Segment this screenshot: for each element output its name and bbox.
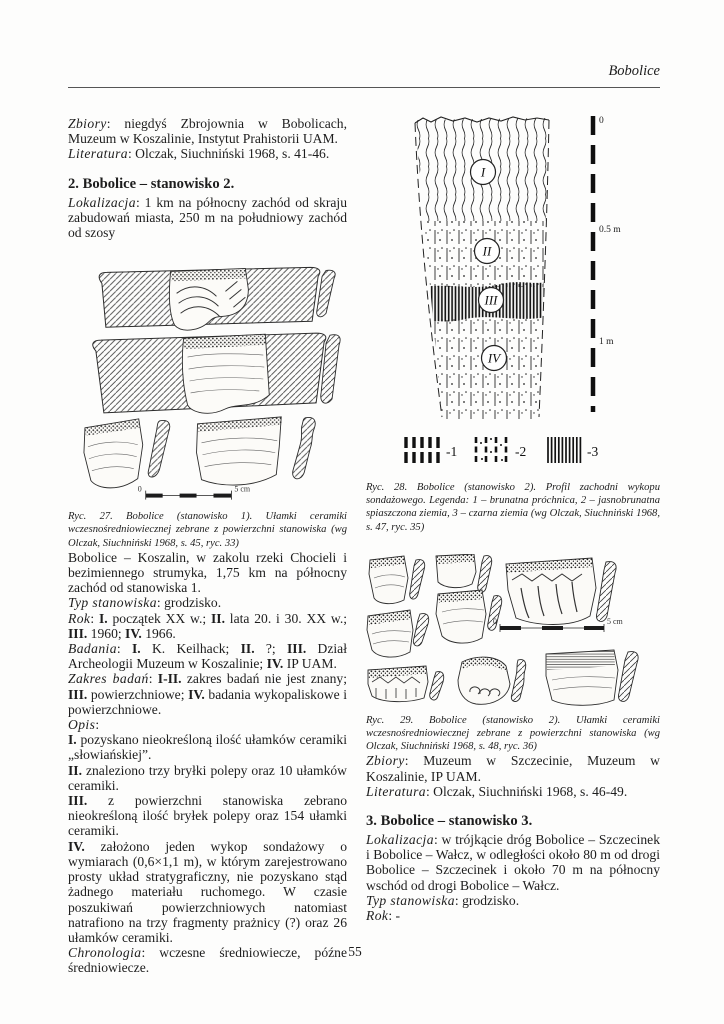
fig29-pottery-drawing	[366, 554, 660, 706]
fig27-scale-bar	[138, 485, 251, 500]
fig28-legend	[406, 437, 598, 463]
running-header: Bobolice	[608, 63, 660, 79]
collections-paragraph: Zbiory: niegdyś Zbrojownia w Bobolicach, Muzeum w Koszalinie, Instytut Prahistorii UAM.	[68, 116, 347, 147]
legend-swatch-2	[476, 437, 506, 463]
fig29-scale-zero: 0	[493, 616, 497, 626]
site2-research: Badania: I. K. Keilhack; II. ?; III. Dział Archeologii Muzeum w Koszalinie; IV. IP UAM.	[68, 641, 347, 672]
section-heading-site3: 3. Bobolice – stanowisko 3.	[366, 813, 533, 830]
literature-paragraph-site2: Literatura: Olczak, Siuchniński 1968, s. 46-49.	[366, 783, 628, 799]
fig29-caption: Ryc. 29. Bobolice (stanowisko 2). Ułamki ceramiki wczesnośredniowiecznej zebrane z powierzchni stanowiska (wg Olczak, Siuchniński 1968, s. 48, ryc. 36)	[366, 714, 660, 753]
header-rule	[68, 87, 660, 88]
sherd-group-row3	[368, 650, 638, 705]
scale-tick-0: 0	[599, 116, 604, 126]
layer-label-IV: IV	[487, 350, 501, 366]
site2-opis-1: I. pozyskano nieokreśloną ilość ułamków ceramiki „słowiańskiej”.	[68, 732, 347, 763]
fig27-scale-label: 5 cm	[234, 484, 251, 494]
site2-opis-2: II. znaleziono trzy bryłki polepy oraz 10 ułamków ceramiki.	[68, 762, 347, 793]
section-heading-site2: 2. Bobolice – stanowisko 2.	[68, 175, 235, 192]
localization-paragraph: Lokalizacja: 1 km na północny zachód od skraju zabudowań miasta, 250 m na południowy zachód od szosy	[68, 194, 347, 241]
legend-swatch-3	[548, 437, 580, 463]
right-column	[366, 110, 660, 923]
fig27-pottery-drawing	[68, 261, 347, 503]
legend-label-1: -1	[446, 444, 458, 459]
fig27-scale-zero: 0	[137, 484, 142, 494]
fig27-caption: Ryc. 27. Bobolice (stanowisko 1). Ułamki ceramiki wczesnośredniowiecznej zebrane z powierzchni stanowiska (wg Olczak, Siuchniński 1968, s. 45, ryc. 33)	[68, 511, 347, 549]
fig28-depth-scale	[593, 116, 621, 412]
site2-year: Rok: I. początek XX w.; II. lata 20. i 30. XX w.; III. 1960; IV. 1966.	[68, 610, 348, 641]
legend-swatch-1	[406, 437, 438, 463]
page-number: 55	[348, 944, 362, 959]
vessel-reconstruction-2	[93, 333, 340, 413]
site2-type: Typ stanowiska: grodzisko.	[68, 595, 222, 611]
layer-IV-sandy-soil	[412, 317, 552, 419]
site2-research-scope: Zakres badań: I-II. zakres badań nie jest znany; III. powierzchniowe; IV. badania wykopaliskowe i powierzchniowe.	[68, 671, 347, 717]
pottery-sherds-row	[84, 417, 315, 488]
site2-opis-label: Opis:	[68, 717, 100, 733]
left-column	[68, 116, 347, 976]
fig29-scale-label: 5 cm	[607, 616, 623, 626]
site2-opis-3: III. z powierzchni stanowiska zebrano nieokreśloną ilość bryłek polepy oraz 154 ułamki ceramiki.	[68, 793, 347, 839]
fig28-profile-drawing	[396, 110, 626, 472]
collections-paragraph-site2: Zbiory: Muzeum w Szczecinie, Muzeum w Koszalinie, IP UAM.	[366, 753, 660, 784]
vessel-reconstruction-1	[99, 268, 335, 331]
scale-tick-05m: 0.5 m	[599, 225, 621, 235]
fig28-caption: Ryc. 28. Bobolice (stanowisko 2). Profil zachodni wykopu sondażowego. Legenda: 1 – brunatna próchnica, 2 – jasnobrunatna spiaszczona ziemia, 3 – czarna ziemia (wg Olczak, Siuchniński 1968, s. 47, ryc. 35)	[366, 482, 660, 533]
layer-label-III: III	[484, 292, 498, 308]
legend-label-3: -3	[587, 444, 599, 459]
literature-paragraph: Literatura: Olczak, Siuchniński 1968, s. 41-46.	[68, 146, 330, 162]
site3-year: Rok: -	[366, 908, 401, 924]
localization-paragraph-site3: Lokalizacja: w trójkącie dróg Bobolice – Szczecinek i Bobolice – Wałcz, w odległości około 80 m od drogi Bobolice – Szczecinek i około 70 m na północny wschód od drogi Bobolice – Wałcz.	[366, 832, 660, 893]
scale-tick-1m: 1 m	[599, 337, 614, 347]
site2-description: Bobolice – Koszalin, w zakolu rzeki Chocieli i bezimiennego strumyka, 1,75 km na północny zachód od stanowiska 1.	[68, 549, 347, 596]
site2-opis-4: IV. założono jeden wykop sondażowy o wymiarach (0,6×1,1 m), w którym zarejestrowano prosty układ stratygraficzny, nie pozyskano stąd żadnego materiału ruchomego. W czasie poszukiwań powierzchniowych natomiast natrafiono na trzy fragmenty prażnicy (?) oraz 26 ułamków ceramiki.	[68, 838, 347, 945]
site3-type: Typ stanowiska: grodzisko.	[366, 892, 520, 908]
layer-label-II: II	[482, 243, 492, 259]
layer-label-I: I	[480, 164, 486, 180]
legend-label-2: -2	[515, 444, 527, 459]
site2-chronology: Chronologia: wczesne średniowiecze, późne średniowiecze.	[68, 945, 347, 976]
